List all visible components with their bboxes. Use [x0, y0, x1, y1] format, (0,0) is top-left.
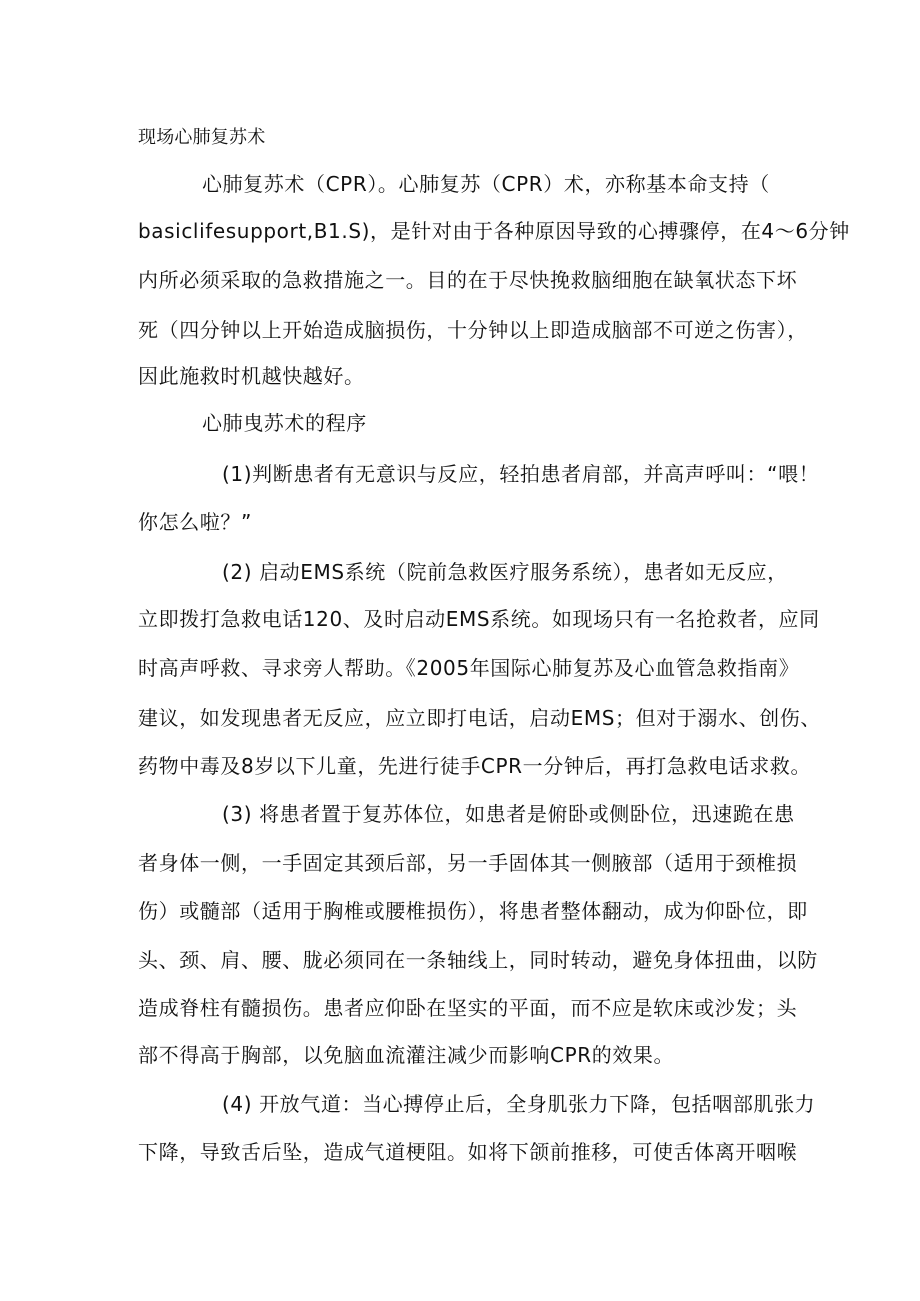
- paragraph-line: 立即拨打急救电话120、及时启动EMS系统。如现场只有一名抢救者，应同: [138, 607, 820, 631]
- paragraph-line: 因此施救时机越快越好。: [138, 364, 365, 388]
- paragraph-line: 药物中毒及8岁以下儿童，先进行徒手CPR一分钟后，再打急救电话求救。: [138, 754, 812, 778]
- paragraph-line: (2) 启动EMS系统（院前急救医疗服务系统），患者如无反应，: [222, 560, 788, 584]
- paragraph-line: 时高声呼救、寻求旁人帮助。《2005年国际心肺复苏及心血管急救指南》: [138, 656, 800, 680]
- paragraph-line: 头、颈、肩、腰、胧必须同在一条轴线上，同时转动，避免身体扭曲，以防: [138, 948, 818, 972]
- paragraph-line: (1)判断患者有无意识与反应，轻拍患者肩部，并高声呼叫：“喂！: [222, 462, 820, 486]
- paragraph-line: 内所必须采取的急救措施之一。目的在于尽快挽救脑细胞在缺氧状态下坏: [138, 268, 798, 292]
- paragraph-line: 部不得高于胸部，以免脑血流灌注减少而影响CPR的效果。: [138, 1043, 675, 1067]
- paragraph-line: 下降，导致舌后坠，造成气道梗阻。如将下颌前推移，可使舌体离开咽喉: [138, 1140, 798, 1164]
- paragraph-line: 心肺复苏术（CPR）。心肺复苏（CPR）术，亦称基本命支持（: [202, 172, 770, 196]
- paragraph-line: 你怎么啦？”: [138, 510, 252, 534]
- paragraph-line: 造成脊柱有髓损伤。患者应仰卧在坚实的平面，而不应是软床或沙发；头: [138, 996, 798, 1020]
- paragraph-line: (4) 开放气道：当心搏停止后，全身肌张力下降，包括咽部肌张力: [222, 1092, 816, 1116]
- section-heading: 心肺曳苏术的程序: [202, 411, 367, 435]
- paragraph-line: 者身体一侧，一手固定其颈后部，另一手固体其一侧腋部（适用于颈椎损: [138, 851, 798, 875]
- paragraph-line: (3) 将患者置于复苏体位，如患者是俯卧或侧卧位，迅速跪在患: [222, 802, 795, 826]
- paragraph-line: basiclifesupport,B1.S)，是针对由于各种原因导致的心搏骤停，在4～6分钟: [138, 219, 850, 243]
- paragraph-line: 建议，如发现患者无反应，应立即打电话，启动EMS；但对于溺水、创伤、: [138, 706, 821, 730]
- document-title: 现场心肺复苏术: [138, 127, 266, 148]
- paragraph-line: 死（四分钟以上开始造成脑损伤，十分钟以上即造成脑部不可逆之伤害），: [138, 318, 808, 342]
- paragraph-line: 伤）或髓部（适用于胸椎或腰椎损伤），将患者整体翻动，成为仰卧位，即: [138, 899, 808, 923]
